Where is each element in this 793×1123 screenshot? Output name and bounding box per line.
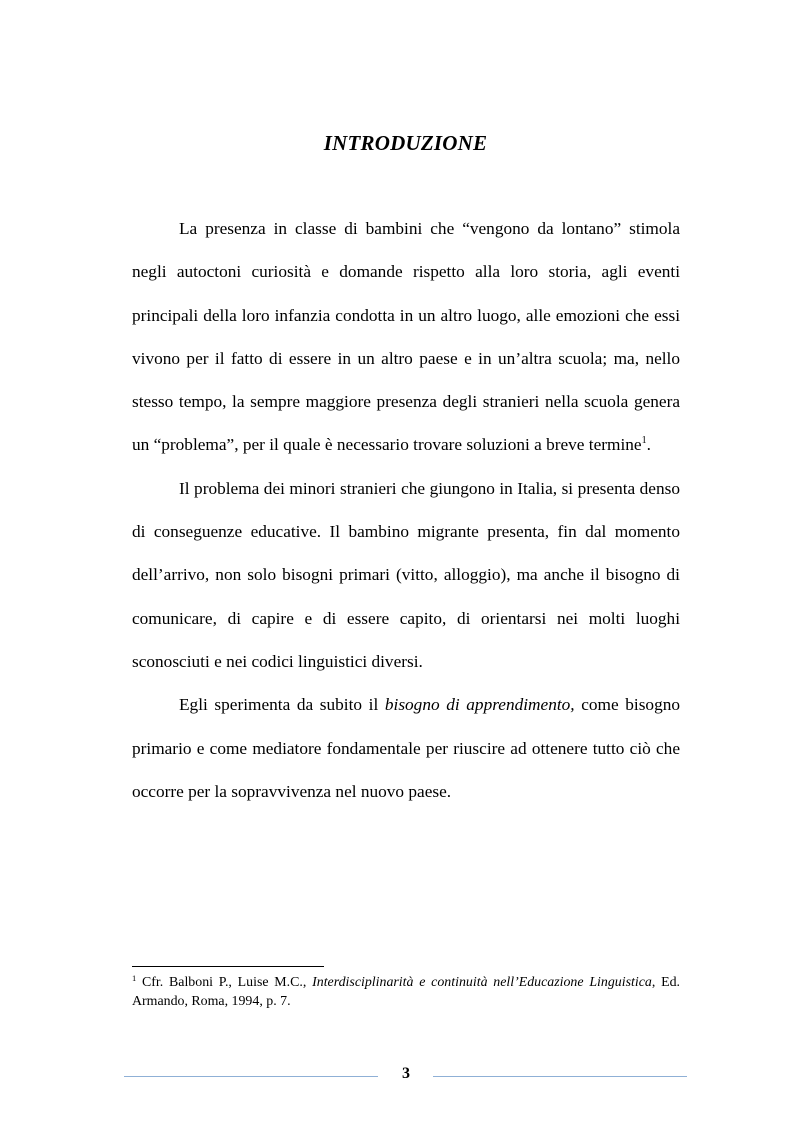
footnote-cited-title: Interdisciplinarità e continuità nell’Educazione Linguistica [312, 975, 652, 990]
page-number: 3 [402, 1065, 410, 1082]
paragraph-3-text-end: come bisogno primario e come mediatore fondamentale per riuscire ad ottenere tutto ciò che occorre per la sopravvivenza nel nuovo paese. [132, 695, 680, 801]
paragraph-1-text: La presenza in classe di bambini che “vengono da lontano” stimola negli autoctoni curiosità e domande rispetto alla loro storia, agli eventi principali della loro infanzia condotta in un altro luogo, alle emozioni che essi vivono per il fatto di essere in un altro paese e in un’altra scuola; ma, nello stesso tempo, la sempre maggiore presenza degli stranieri nella scuola genera un “problema”, per il quale è necessario trovare soluzioni a breve termine [132, 219, 680, 455]
paragraph-2 [132, 467, 680, 683]
footer-line-right [433, 1076, 687, 1077]
footnote-text-end: , Ed. Armando, Roma, 1994, p. 7. [132, 975, 680, 1009]
paragraph-2-text: Il problema dei minori stranieri che giungono in Italia, si presenta denso di conseguenze educative. Il bambino migrante presenta, fin dal momento dell’arrivo, non solo bisogni primari (vitto, alloggio), ma anche il bisogno di comunicare, di capire e di essere capito, di orientarsi nei molti luoghi sconosciuti e nei codici linguistici diversi. [132, 478, 680, 671]
paragraph-3-text-start: Egli sperimenta da subito il [179, 695, 385, 715]
footer-line-left [124, 1076, 378, 1077]
page-title: INTRODUZIONE [323, 131, 488, 155]
paragraph-3-emphasis: bisogno di apprendimento, [384, 695, 575, 715]
paragraph-3 [132, 683, 680, 813]
paragraph-1 [132, 207, 680, 467]
footnote-number: 1 [132, 972, 137, 983]
footnote [132, 973, 680, 1011]
paragraph-1-end: . [646, 435, 651, 455]
body-text [132, 207, 680, 813]
footnote-reference: 1 [641, 435, 647, 447]
footnote-separator [132, 966, 324, 967]
footnote-text-start: Cfr. Balboni P., Luise M.C., [136, 975, 313, 990]
